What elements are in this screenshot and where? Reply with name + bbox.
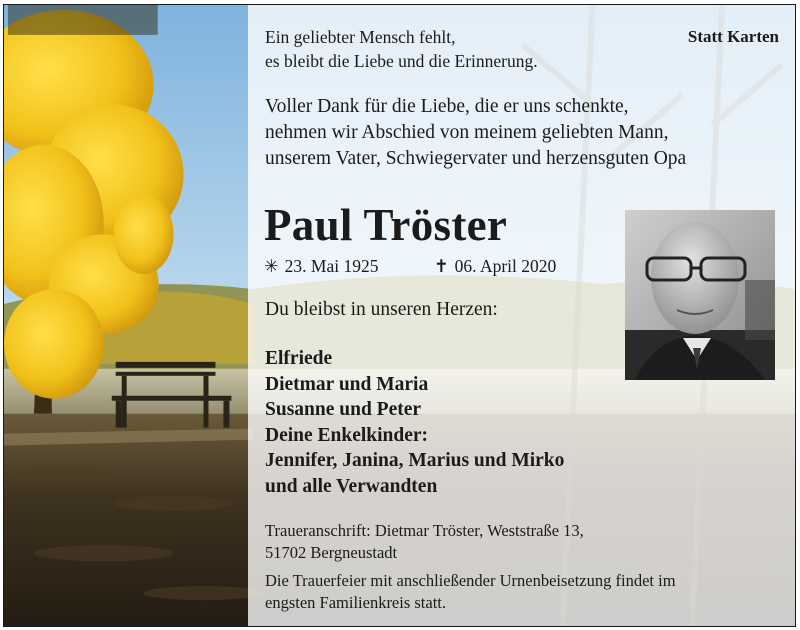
portrait-photo — [625, 210, 775, 380]
birth-date: 23. Mai 1925 — [284, 256, 379, 276]
death-date: 06. April 2020 — [454, 256, 557, 276]
mourner-entry: Deine Enkelkinder: — [265, 424, 429, 446]
obituary-notice — [3, 4, 796, 627]
address-line: 51702 Bergneustadt — [265, 543, 398, 562]
mourner-entry: und alle Verwandten — [265, 475, 438, 497]
ceremony-line: engsten Familienkreis statt. — [265, 593, 447, 612]
birth-date-line — [264, 254, 379, 278]
asterisk-birth-icon: ✳ — [264, 256, 279, 276]
gratitude-text — [265, 94, 686, 172]
gratitude-line: unserem Vater, Schwiegervater und herzensguten Opa — [265, 148, 687, 169]
cross-death-icon: ✝ — [434, 256, 449, 276]
death-date-line — [434, 254, 556, 278]
mourner-entry: Jennifer, Janina, Marius und Mirko — [265, 450, 565, 471]
gratitude-line: nehmen wir Abschied von meinem geliebten Mann, — [265, 122, 669, 143]
intro-line: Ein geliebter Mensch fehlt, — [265, 27, 456, 47]
mourning-address — [265, 520, 584, 564]
address-line: Traueranschrift: Dietmar Tröster, Weststraße 13, — [265, 521, 584, 540]
ceremony-line: Die Trauerfeier mit anschließender Urnenbeisetzung findet im — [265, 571, 676, 590]
intro-verse — [265, 25, 538, 73]
gratitude-line: Voller Dank für die Liebe, die er uns schenkte, — [265, 96, 629, 117]
mourner-entry: Dietmar und Maria — [265, 373, 429, 395]
mourner-entry: Susanne und Peter — [265, 399, 422, 420]
in-our-hearts-text: Du bleibst in unseren Herzen: — [265, 299, 498, 320]
deceased-name: Paul Tröster — [264, 200, 508, 250]
mourners-list — [265, 346, 564, 499]
intro-line: es bleibt die Liebe und die Erinnerung. — [265, 51, 538, 71]
ceremony-notice — [265, 570, 676, 614]
mourner-entry: Elfriede — [265, 348, 333, 369]
statt-karten-label: Statt Karten — [687, 27, 779, 46]
